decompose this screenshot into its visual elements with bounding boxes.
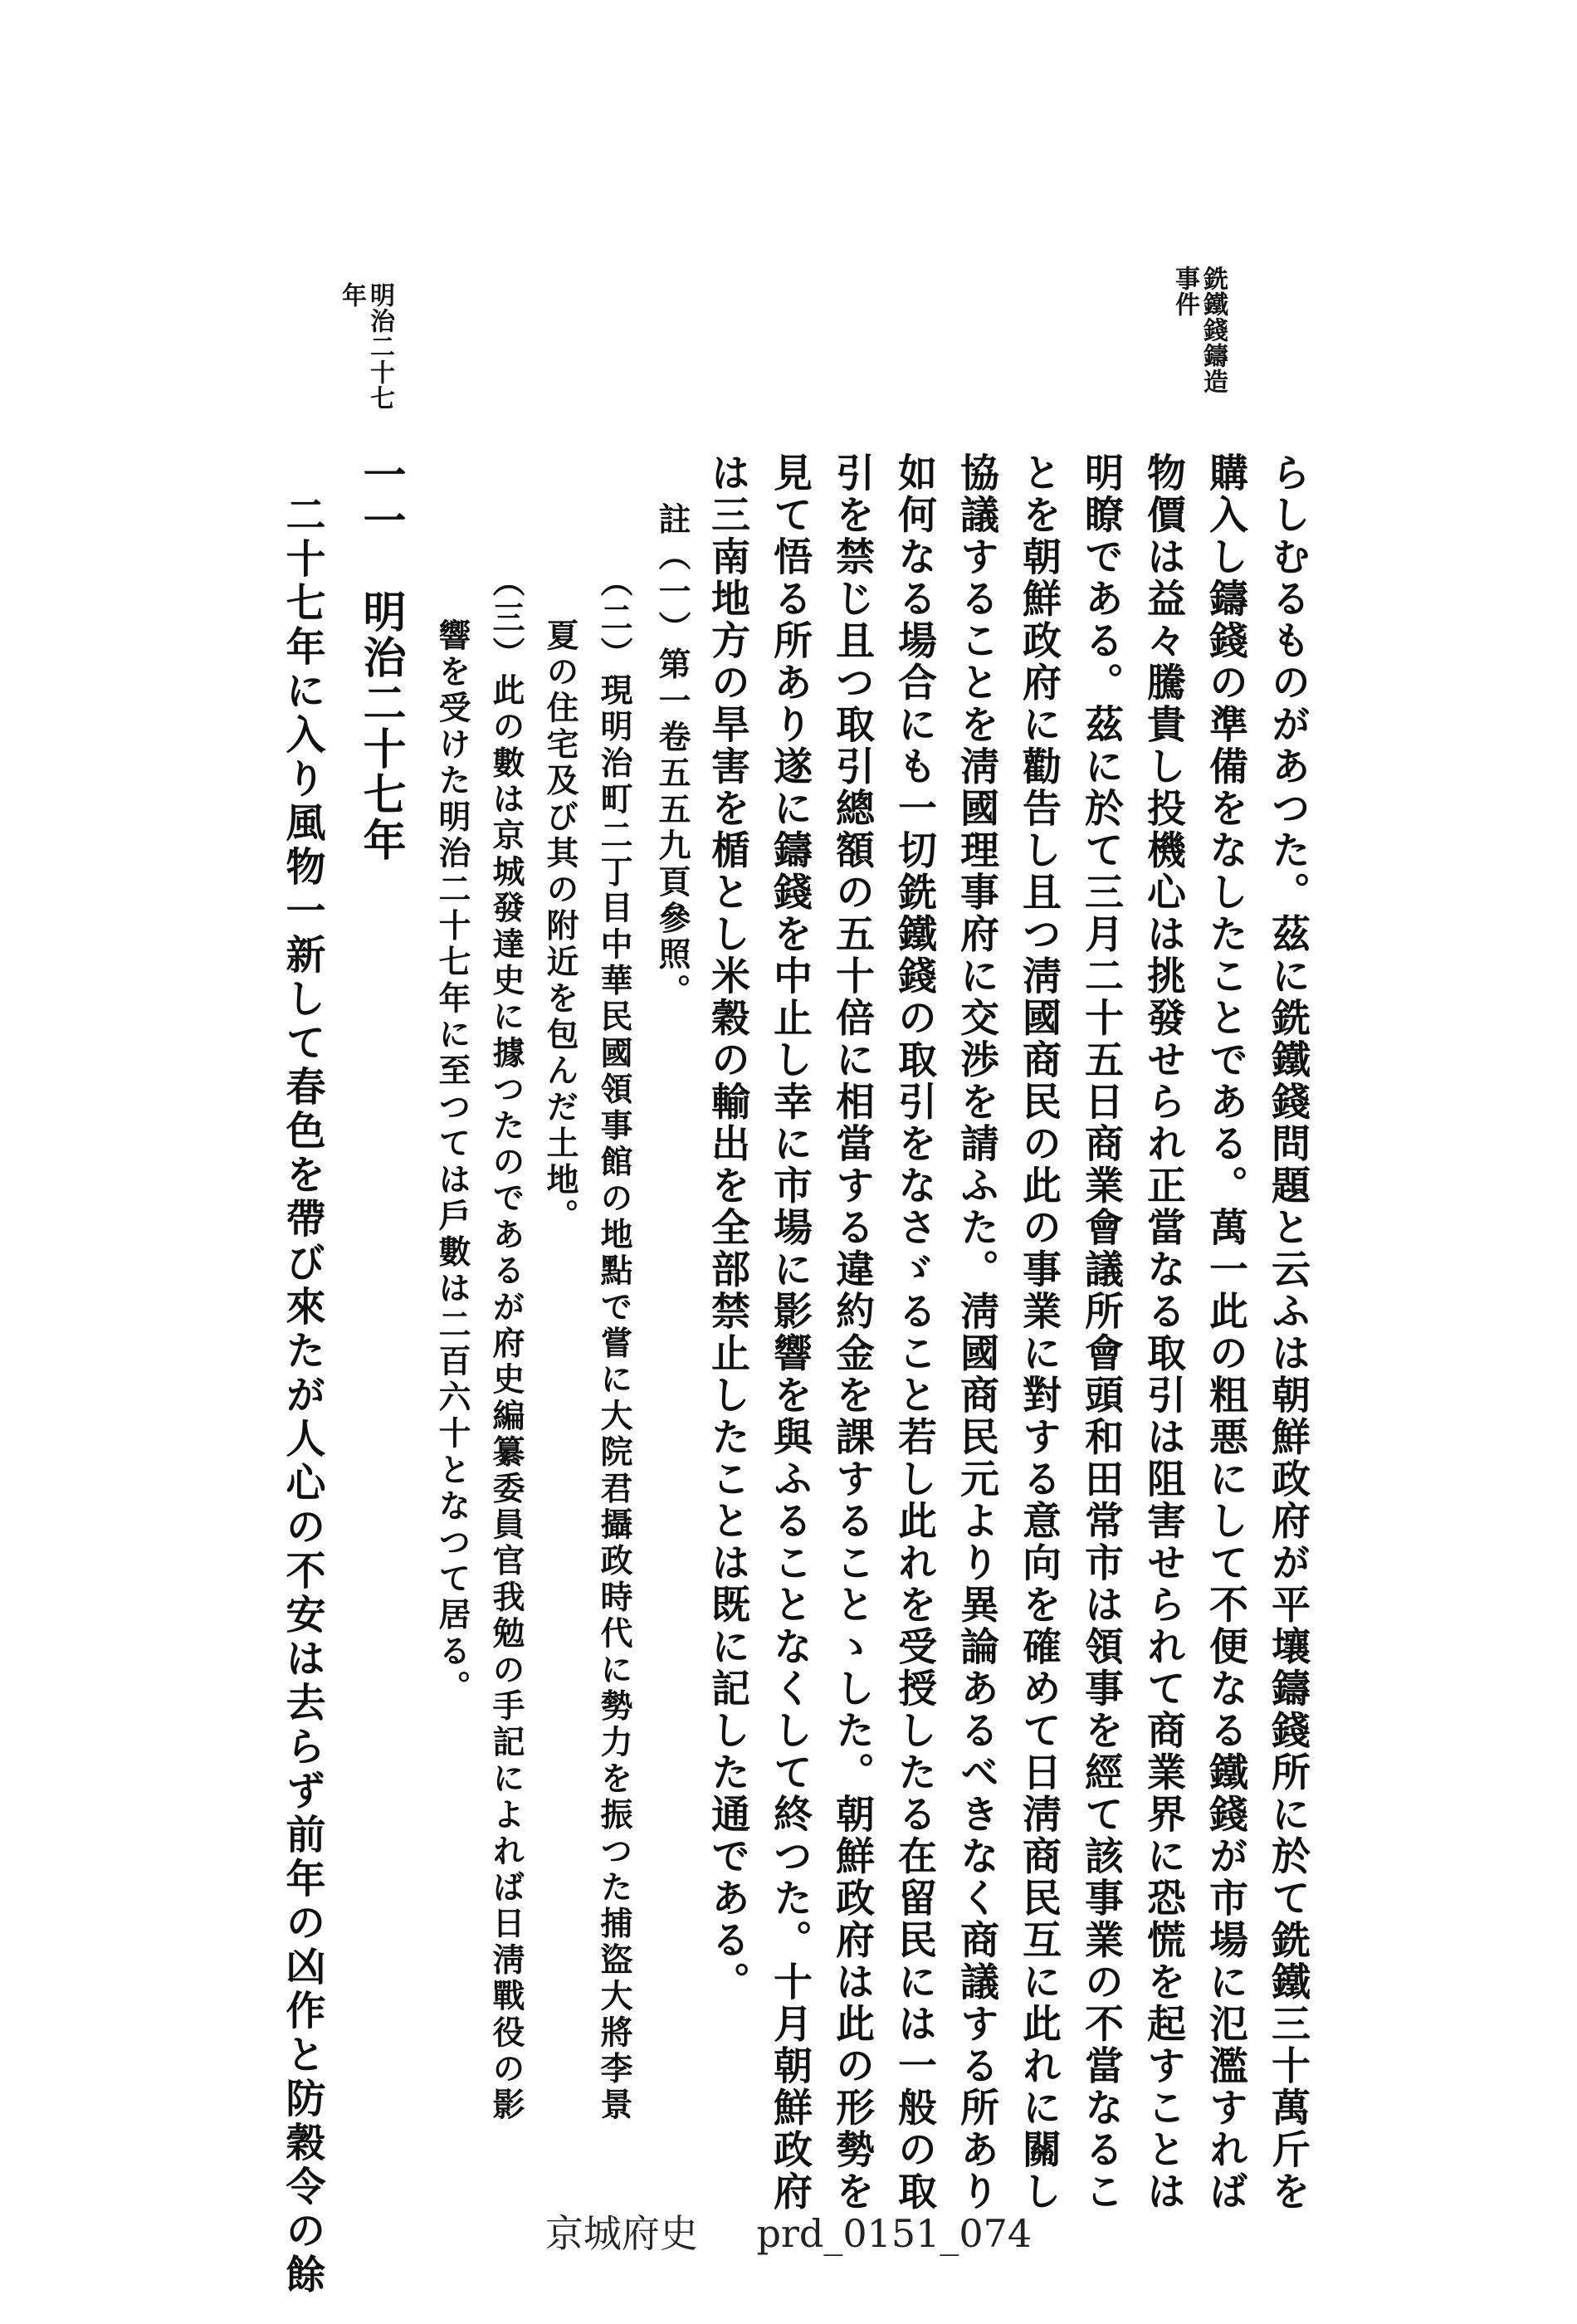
body-column-1: らしむるものがあつた。茲に銑鐵錢問題と云ふは朝鮮政府が平壤鑄錢所に於て銑鐵三十萬斤を (1265, 452, 1311, 2213)
body-column-3: 物價は益々騰貴し投機心は挑發せられ正當なる取引は阻害せられて商業界に恐慌を起すことは (1140, 452, 1186, 2213)
note-2-cont: 夏の住宅及び其の附近を包んだ土地。 (541, 618, 579, 1235)
body-column-10: は三南地方の旱害を楯とし米穀の輸出を全部禁止したことは既に記した通である。 (705, 452, 750, 2004)
body-column-8: 引を禁じ且つ取引總額の五十倍に相當する違約金を課することゝした。朝鮮政府は此の形勢を (829, 452, 875, 2213)
chapter-heading: 一一 明治二十七年 (355, 452, 406, 863)
marginal-topic-note (1170, 266, 1228, 394)
marginal-year-line-1: 明治二十七 (365, 282, 394, 411)
marginal-year-line-2: 年 (337, 282, 366, 308)
note-3: （三）此の數は京城發達史に據つたのであるが府史編纂委員官我勉の手記によれば日淸戰役の影 (487, 564, 525, 2125)
footer-book-title: 京城府史 (544, 2211, 698, 2256)
footer-page-id: prd_0151_074 (756, 2211, 1033, 2256)
marginal-year-note (339, 282, 392, 411)
body-column-2: 購入し鑄錢の準備をなしたことである。萬一此の粗悪にして不便なる鐵錢が市場に氾濫すれば (1203, 452, 1248, 2213)
marginal-topic-line-1: 銑鐵錢鑄造 (1199, 266, 1228, 394)
note-3-cont: 響を受けた明治二十七年に至つては戶數は二百六十となつて居る。 (433, 618, 471, 1706)
body-column-4: 明瞭である。茲に於て三月二十五日商業會議所會頭和田常市は領事を經て該事業の不當なるこ (1078, 452, 1124, 2213)
body-column-7: 如何なる場合にも一切銑鐵錢の取引をなさゞること若し此れを受授したる在留民には一般の取 (891, 452, 937, 2213)
note-2: （二）現明治町二丁目中華民國領事館の地點で嘗に大院君攝政時代に勢力を振つた捕盜大將李景 (595, 564, 633, 2125)
marginal-topic-line-2: 事件 (1170, 266, 1199, 317)
body-column-last: 二十七年に入り風物一新して春色を帶び來たが人心の不安は去らず前年の凶作と防穀令の餘 (279, 494, 325, 2297)
page-footer (0, 2204, 1577, 2258)
body-column-9: 見て悟る所あり遂に鑄錢を中止し幸に市場に影響を與ふることなくして終つた。十月朝鮮政府 (767, 452, 813, 2213)
body-column-5: とを朝鮮政府に勸告し且つ淸國商民の此の事業に對する意向を確めて日淸商民互に此れに關し (1016, 452, 1062, 2213)
body-column-6: 協議することを淸國理事府に交渉を請ふた。淸國商民元より異論あるべきなく商議する所あり (954, 452, 999, 2213)
note-1: 註（一）第一卷五五九頁參照。 (653, 502, 691, 1010)
